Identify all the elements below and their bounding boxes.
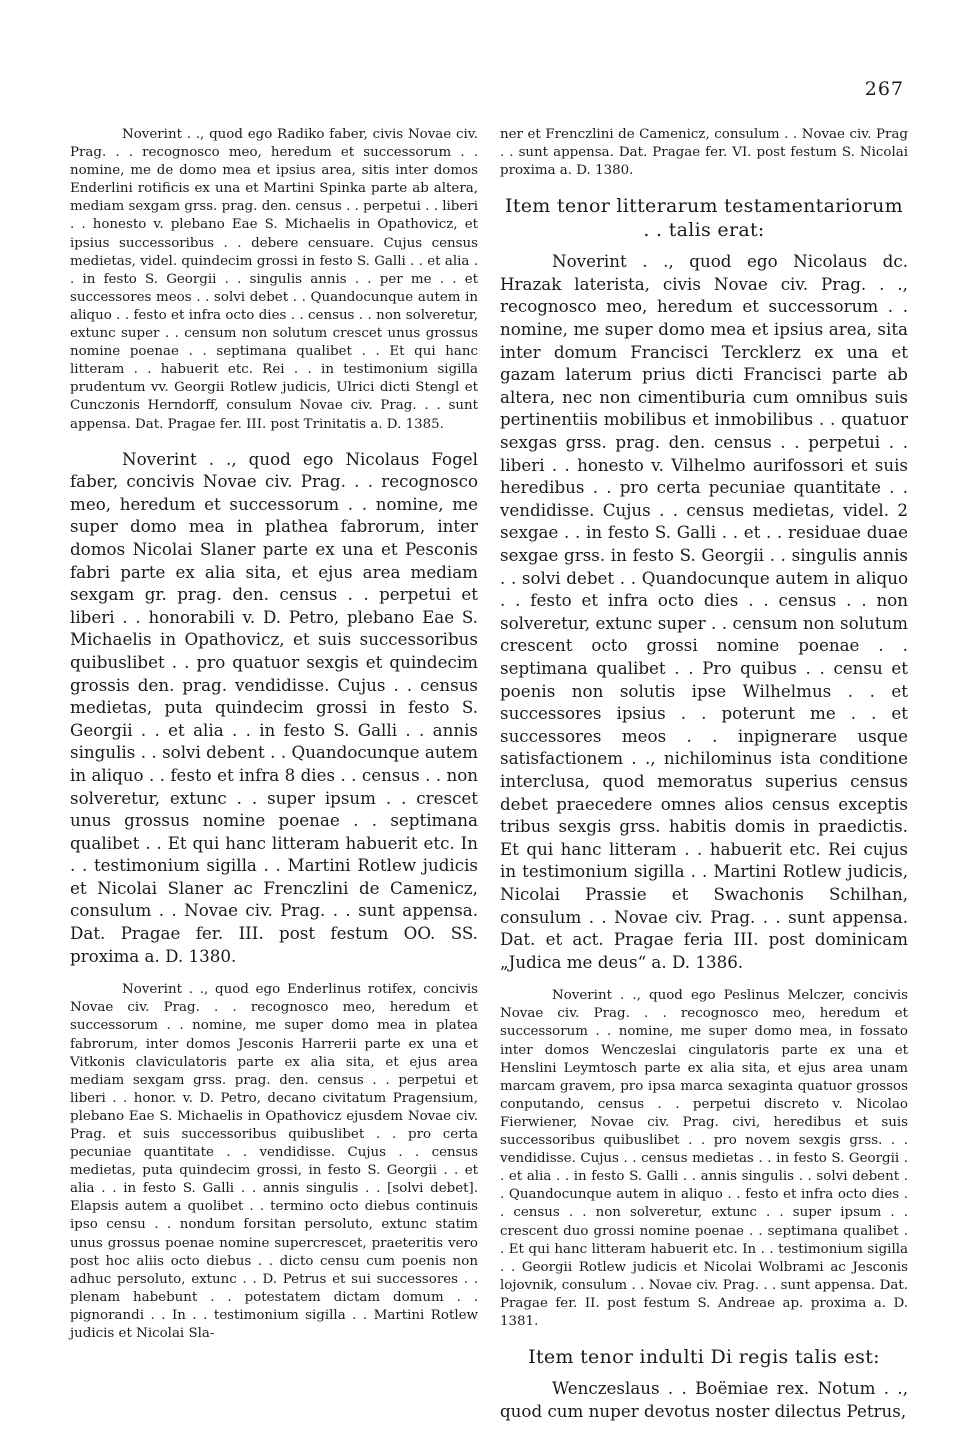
right-column [500, 126, 908, 1436]
section-heading: Item tenor litterarum testamentariorum . . talis erat: [505, 195, 903, 242]
document-paragraph: ner et Frenczlini de Camenicz, consulum . . Novae civ. Prag . . sunt appensa. Dat. Pragae fer. VI. post festum S. Nicolai proxima a. D. 1380. [500, 127, 908, 179]
left-column [70, 126, 478, 1357]
document-paragraph: Noverint . ., quod ego Nicolaus Fogel faber, concivis Novae civ. Prag. . . recognosco meo, heredum et successorum . . nomine, me super domo mea in plathea fabrorum, inter domos Nicolai Slaner parte ex una et Pesconis fabri parte ex alia sita, et ejus area mediam sexgam gr. prag. den. census . . perpetui et liberi . . honorabili v. D. Petro, plebano Eae S. Michaelis in Opathovicz, et suis successoribus quibuslibet . . pro quatuor sexgis et quindecim grossis den. prag. vendidisse. Cujus . . census medietas, puta quindecim grossi in festo S. Georgii . . et alia . . in festo S. Galli . . annis singulis . . solvi debent . . Quandocunque autem in aliquo . . festo et infra 8 dies . . census . . non solveretur, extunc . . super ipsum . . crescet unus grossus nomine poenae . . septimana qualibet . . Et qui hanc litteram habuerit etc. In . . testimonium sigilla . . Martini Rotlew judicis et Nicolai Slaner ac Frenczlini de Camenicz, consulum . . Novae civ. Prag. . . sunt appensa. Dat. Pragae fer. III. post festum OO. SS. proxima a. D. 1380. [70, 448, 478, 966]
page-number: 267 [864, 78, 904, 100]
document-paragraph: Noverint . ., quod ego Enderlinus rotifex, concivis Novae civ. Prag. . . recognosco meo, heredum et successorum . . nomine, me super domo mea in platea fabrorum, inter domos Jesconis Harrerii parte ex una et Vitkonis claviculatoris parte ex alia sita, et ejus area mediam sexgam grss. prag. den. census . . perpetui et liberi . . honor. v. D. Petro, decano civitatum Pragensium, plebano Eae S. Michaelis in Opathovicz ejusdem Novae civ. Prag. et suis successoribus quibuslibet . . pro certa pecuniae quantitate . . vendidisse. Cujus . . census medietas, puta quindecim grossi, in festo S. Georgii . . et alia . . in festo S. Galli . . annis singulis . . [solvi debet]. Elapsis autem a quolibet . . termino octo diebus continuis ipso censu . . nondum forsitan persoluto, extunc statim unus grossus poenae nomine supercrescet, praeteritis vero post hoc aliis octo diebus . . dicto censu cum poenis non adhuc persoluto, extunc . . D. Petrus et sui successores . . plenam habebunt . . potestatem dictam domum . . pignorandi . . In . . testimonium sigilla . . Martini Rotlew judicis et Nicolai Sla- [70, 982, 478, 1342]
section-heading: Item tenor indulti Di regis talis est: [528, 1346, 880, 1369]
document-paragraph: Noverint . ., quod ego Peslinus Melczer, concivis Novae civ. Prag. . . recognosco meo, heredum et successorum . . nomine, me super domo mea, in fossato inter domos Wenczeslai cingulatoris parte ex una et Henslini Leymtosch parte ex alia sita, et ejus area unam marcam gravem, pro ipsa marca sexaginta quatuor grossos conputando, census . . perpetui discreto v. Nicolao Fierwiener, Novae civ. Prag. civi, heredibus et suis successoribus quibuslibet . . pro novem sexgis grss. . . vendidisse. Cujus . . census medietas . . in festo S. Georgii . . et alia . . in festo S. Galli . . annis singulis . . solvi debent . . Quandocunque autem in aliquo . . festo et infra octo dies . . census . . non solveretur, extunc . . super ipsum . . crescent duo grossi nomine poenae . . septimana qualibet . . Et qui hanc litteram habuerit etc. In . . testimonium sigilla . . Georgii Rotlew judicis et Nicolai Wolbrami ac Jesconis lojovnik, consulum . . Novae civ. Prag. . . sunt appensa. Dat. Pragae fer. II. post festum S. Andreae ap. proxima a. D. 1381. [500, 988, 908, 1329]
document-paragraph: Noverint . ., quod ego Radiko faber, civis Novae civ. Prag. . . recognosco meo, heredum et successorum . . nomine, me de domo mea et ipsius area, sitis inter domos Enderlini rotificis ex una et Martini Spinka parte ab altera, mediam sexgam grss. prag. den. census . . perpetui . . liberi . . honesto v. plebano Eae S. Michaelis in Opathovicz, et ipsius successoribus . . debere censuare. Cujus census medietas, videl. quindecim grossi in festo S. Galli . . et alia . . in festo S. Georgii . . singulis annis . . per me . . et successores meos . . solvi debet . . Quandocunque autem in aliquo . . festo et infra octo dies . . census . . non solveretur, extunc super . . censum non solutum crescet unus grossus nomine poenae . . septimana qualibet . . Et qui hanc litteram . . habuerit etc. Rei . . in testimonium sigilla prudentum vv. Georgii Rotlew judicis, Ulrici dicti Stengl et Cunczonis Herndorff, consulum Novae civ. Prag. . . sunt appensa. Dat. Pragae fer. III. post Trinitatis a. D. 1385. [70, 127, 478, 432]
document-paragraph: Wenczeslaus . . Boëmiae rex. Notum . ., quod cum nuper devotus noster dilectus Petrus, [500, 1378, 908, 1421]
document-paragraph: Noverint . ., quod ego Nicolaus dc. Hrazak laterista, civis Novae civ. Prag. . ., recognosco meo, heredum et successorum . . nomine, me super domo mea et ipsius area, sita inter domum Francisci Tercklerz ex una et gazam laterum prius dicti Francisci parte ab altera, nec non cimentiburia cum omnibus suis pertinentiis mobilibus et inmobilibus . . quatuor sexgas grss. prag. den. census . . perpetui . . liberi . . honesto v. Vilhelmo aurifossori et suis heredibus . . pro certa pecuniae quantitate . . vendidisse. Cujus . . census medietas, videl. 2 sexgae . . in festo S. Galli . . et . . residuae duae sexgae grss. in festo S. Georgii . . singulis annis . . solvi debet . . Quandocunque autem in aliquo . . festo et infra octo dies . . census . . non solveretur, extunc super . . censum non solutum crescent octo grossi nomine poenae . . septimana qualibet . . Pro quibus . . censu et poenis non solutis ipse Wilhelmus . . et successores ipsius . . poterunt me . . et successores meos . . inpignerare usque satisfactionem . ., nichilominus ista conditione interclusa, quod memoratus superius census debet praecedere omnes alios census exceptis tribus sexgis grss. habitis domis in praedictis. Et qui hanc litteram . . habuerit etc. Rei cujus in testimonium sigilla . . Martini Rotlew judicis, Nicolai Prassie et Swachonis Schilhan, consulum . . Novae civ. Prag. . . sunt appensa. Dat. et act. Pragae feria III. post dominicam „Judica me deus“ a. D. 1386. [500, 251, 908, 972]
